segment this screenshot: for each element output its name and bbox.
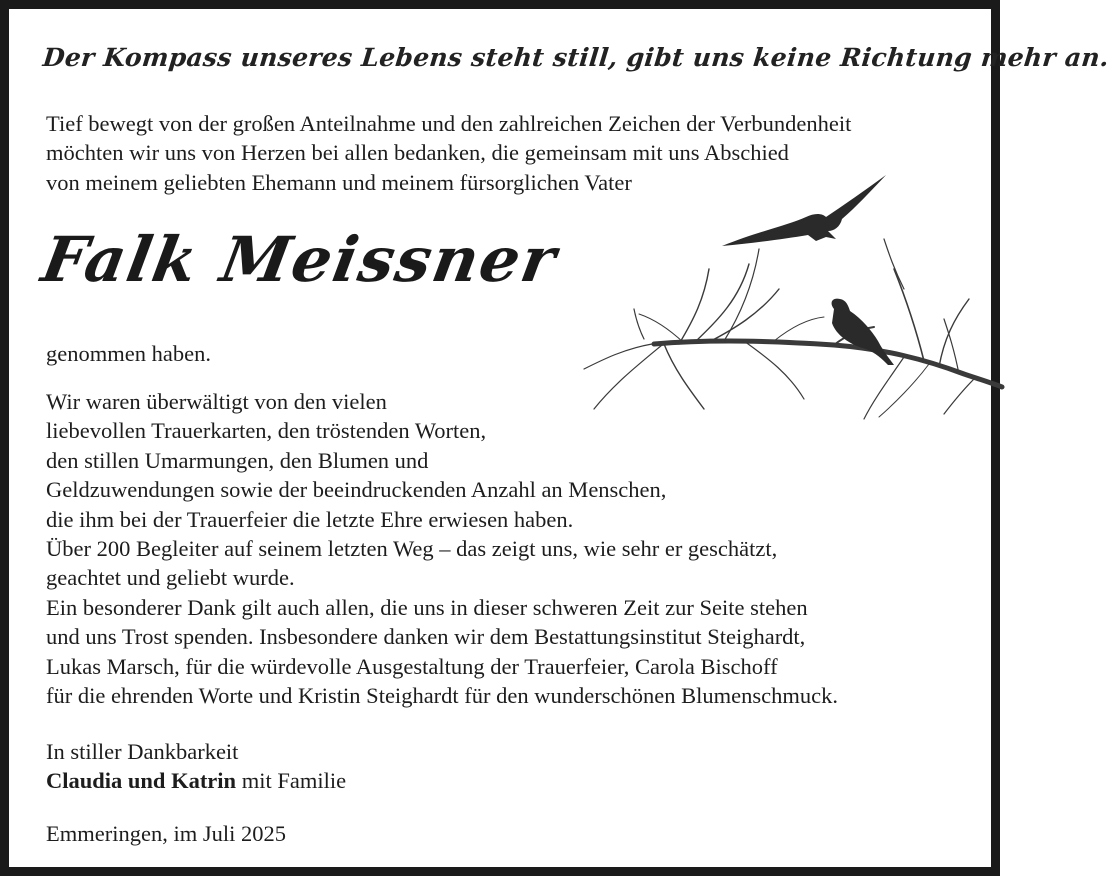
after-name-line [46,339,211,368]
intro-line: möchten wir uns von Herzen bei allen bedanken, die gemeinsam mit uns Abschied [46,140,789,166]
thanks-line: und uns Trost spenden. Insbesondere danken wir dem Bestattungsinstitut Steighardt, [46,624,806,650]
thanks-line: Lukas Marsch, für die würdevolle Ausgestaltung der Trauerfeier, Carola Bischoff [46,653,778,679]
signers-line [46,766,346,795]
thanks-line: geachtet und geliebt wurde. [46,565,295,591]
motto: Der Kompass unseres Lebens steht still, gibt uns keine Richtung mehr an. [41,43,1111,72]
thanks-line: für die ehrenden Worte und Kristin Steighardt für den wunderschönen Blumenschmuck. [46,683,838,709]
signers-suffix: mit Familie [236,768,347,794]
perched-bird-icon [832,299,894,365]
thanks-line: Geldzuwendungen sowie der beeindruckenden Anzahl an Menschen, [46,477,667,503]
closing-phrase: In stiller Dankbarkeit [46,739,239,764]
thanks-paragraph [46,387,838,710]
flying-bird-icon [722,175,886,246]
place-date [46,819,286,848]
closing-block [46,737,346,796]
deceased-name: Falk Meissner [36,223,563,296]
thanks-line: liebevollen Trauerkarten, den tröstenden Worten, [46,418,487,444]
intro-line: Tief bewegt von der großen Anteilnahme und den zahlreichen Zeichen der Verbundenheit [46,111,852,136]
signers-names: Claudia und Katrin [46,768,237,794]
thanks-line: Über 200 Begleiter auf seinem letzten Weg – das zeigt uns, wie sehr er geschätzt, [46,536,778,562]
intro-line: von meinem geliebten Ehemann und meinem fürsorglichen Vater [46,169,632,195]
place-date-text: Emmeringen, im Juli 2025 [46,821,286,846]
after-name-text: genommen haben. [46,341,211,366]
thanks-line: den stillen Umarmungen, den Blumen und [46,447,429,473]
thanks-line: die ihm bei der Trauerfeier die letzte Ehre erwiesen haben. [46,506,574,532]
thanks-line: Wir waren überwältigt von den vielen [46,389,387,414]
thanks-line: Ein besonderer Dank gilt auch allen, die uns in dieser schweren Zeit zur Seite stehen [46,594,808,620]
